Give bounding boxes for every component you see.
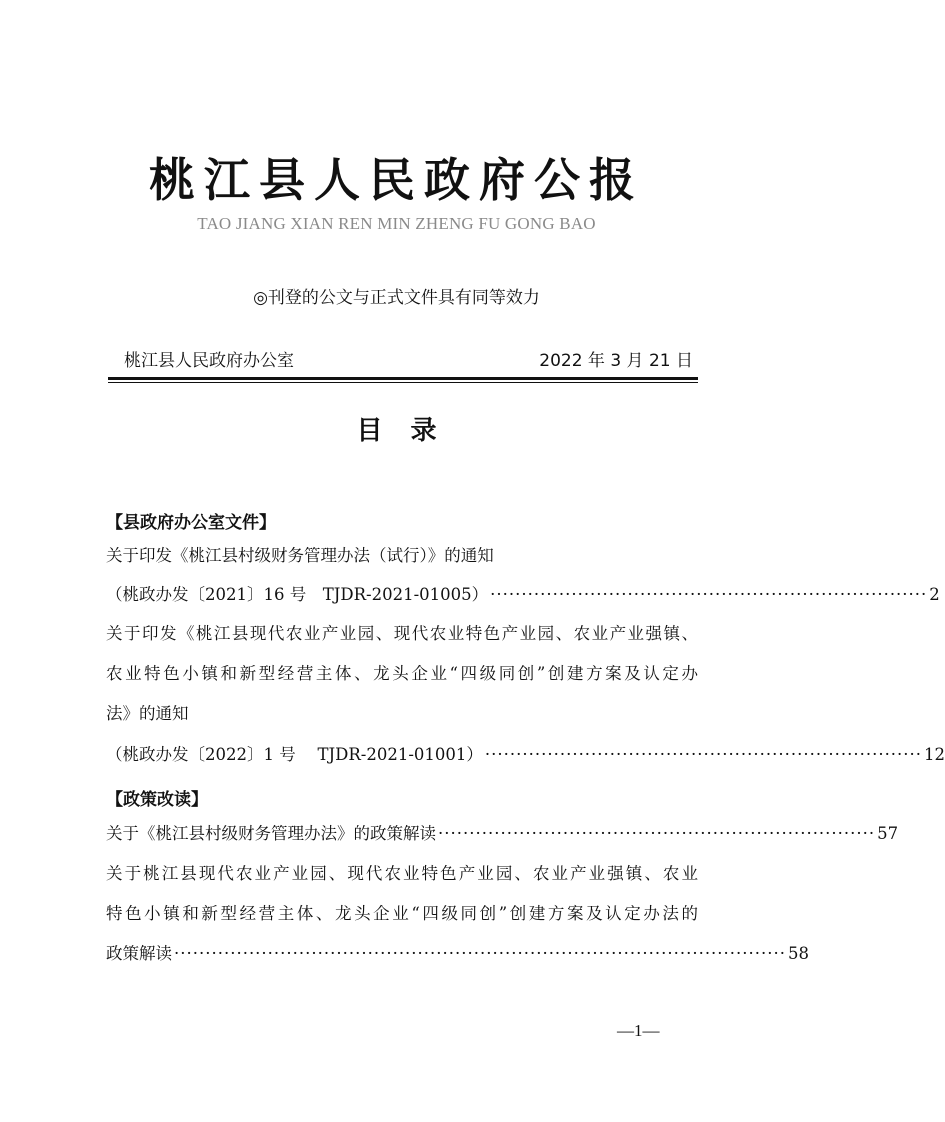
toc-entry-reference: （桃政办发〔2021〕16 号 TJDR-2021-01005） bbox=[106, 585, 489, 604]
toc-page-number: 58 bbox=[788, 944, 809, 963]
page-folio: —1— bbox=[617, 1021, 660, 1040]
toc-leader-dots: ······································································ bbox=[490, 585, 928, 604]
toc-leader-dots: ·································································································· bbox=[174, 944, 786, 963]
issuer: 桃江县人民政府办公室 bbox=[124, 351, 294, 371]
toc-entry-reference: 关于《桃江县村级财务管理办法》的政策解读 bbox=[106, 824, 436, 843]
toc-page-number: 2 bbox=[929, 585, 940, 604]
toc-item-title: 关于印发《桃江县村级财务管理办法（试行）》的通知 bbox=[106, 546, 494, 565]
toc-item-title: 特色小镇和新型经营主体、龙头企业“四级同创”创建方案及认定办法的 bbox=[106, 904, 698, 923]
toc-item-title: 关于印发《桃江县现代农业产业园、现代农业特色产业园、农业产业强镇、 bbox=[106, 624, 698, 643]
toc-page-number: 57 bbox=[877, 824, 899, 843]
toc-entry[interactable] bbox=[106, 583, 940, 607]
toc-entry-reference: 政策解读 bbox=[106, 944, 172, 963]
gazette-title: 桃江县人民政府公报 bbox=[149, 153, 644, 207]
toc-entry[interactable] bbox=[106, 942, 809, 966]
validity-notice: ◎刊登的公文与正式文件具有同等效力 bbox=[253, 288, 540, 308]
header-rule-thin bbox=[108, 382, 698, 383]
toc-item-title: 农业特色小镇和新型经营主体、龙头企业“四级同创”创建方案及认定办 bbox=[106, 664, 698, 683]
toc-leader-dots: ······································································ bbox=[438, 824, 876, 843]
gazette-title-pinyin: TAO JIANG XIAN REN MIN ZHENG FU GONG BAO bbox=[197, 214, 596, 233]
toc-page-number: 12 bbox=[924, 745, 945, 764]
toc-item-title: 法》的通知 bbox=[106, 704, 189, 723]
toc-entry[interactable] bbox=[106, 822, 899, 846]
toc-section-heading: 【县政府办公室文件】 bbox=[106, 513, 276, 533]
toc-entry-reference: （桃政办发〔2022〕1 号 TJDR-2021-01001） bbox=[106, 745, 483, 764]
header-rule-thick bbox=[108, 377, 698, 380]
issue-date: 2022 年 3 月 21 日 bbox=[539, 351, 693, 371]
toc-entry[interactable] bbox=[106, 743, 945, 767]
toc-item-title: 关于桃江县现代农业产业园、现代农业特色产业园、农业产业强镇、农业 bbox=[106, 864, 698, 883]
toc-title: 目录 bbox=[356, 416, 465, 446]
toc-leader-dots: ······································································ bbox=[484, 745, 923, 764]
toc-section-heading: 【政策改读】 bbox=[106, 790, 208, 810]
